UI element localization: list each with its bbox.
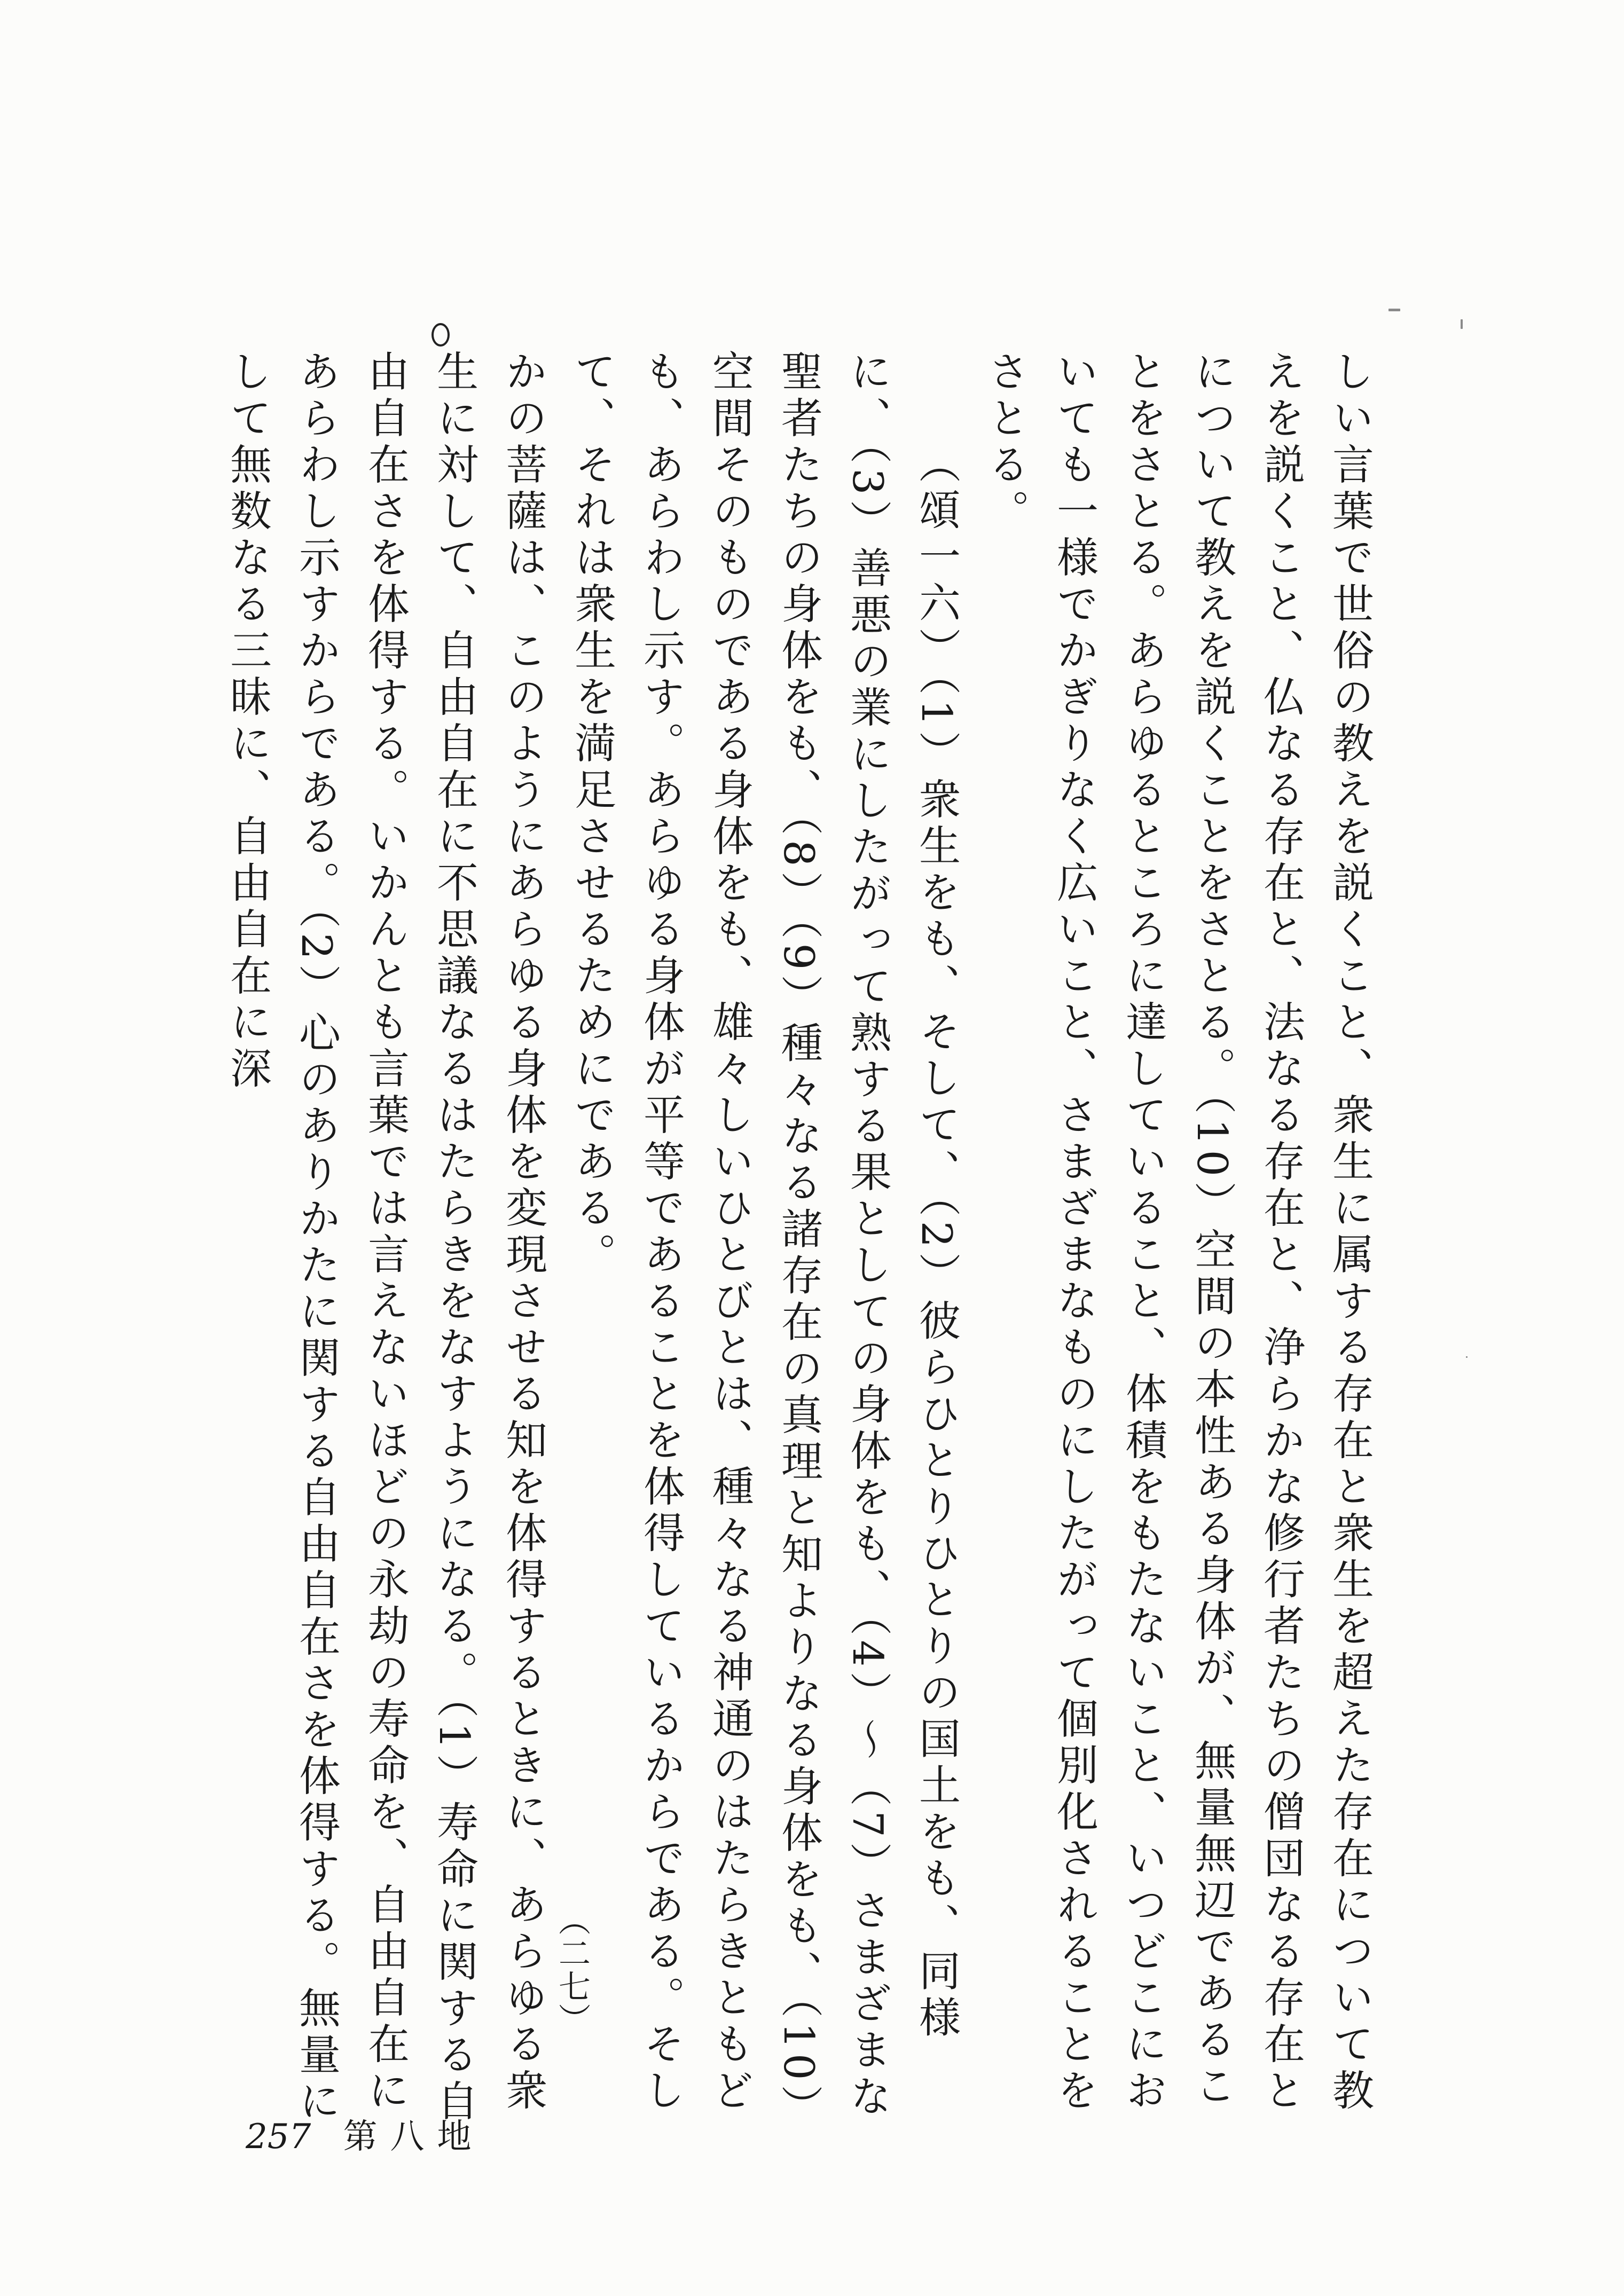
- paragraph-circle-mark: [432, 323, 450, 347]
- scan-speck: [1466, 1356, 1468, 1358]
- paragraph-continued: しい言葉で世俗の教えを説くこと、衆生に属する存在と衆生を超えた存在について教えを説くこと、仏なる存在と、法なる存在と、浄らかな修行者たちの僧団なる存在とについて教えを説くことをさとる。（10）空間の本性ある身体が、無量無辺であることをさとる。あらゆるところに達していること、体積をもたないこと、いつどこにおいても一様でかぎりなく広いこと、さまざまなものにしたがって個別化されることをさとる。: [981, 350, 1374, 2115]
- main-text: [213, 350, 1384, 2128]
- page-footer: [246, 2109, 484, 2158]
- paragraph-verse: （頌一六）（1）衆生をも、そして、（2）彼らひとりひとりの国土をも、同様に、（3）善悪の業にしたがって熟する果としての身体をも、（4）〜（7）さまざまな聖者たちの身体をも、（8）（9）種々なる諸存在の真理と知よりなる身体をも、（10）空間そのものである身体をも、雄々しいひとびとは、種々なる神通のはたらきともども、あらわし示す。あらゆる身体が平等であることを体得しているからである。そして、それは衆生を満足させるためにである。: [568, 350, 960, 2121]
- page-number: 257: [246, 2117, 311, 2157]
- scan-speck: [1461, 319, 1463, 329]
- section-number: （二七）: [553, 1904, 591, 2036]
- paragraph-bodhisattva: かの菩薩は、このようにあらゆる身体を変現させる知を体得するときに、あらゆる衆生に対して、自由自在に不思議なるはたらきをなすようになる。（1）寿命に関する自由自在さを体得する。いかんとも言葉では言えないほどの永劫の寿命を、自由自在にあらわし示すからである。（2）心のありかたに関する自由自在さを体得する。無量にして無数なる三昧に、自由自在に深: [223, 350, 547, 2126]
- chapter-title: 第八地: [343, 2117, 484, 2157]
- scan-speck: [1388, 309, 1400, 311]
